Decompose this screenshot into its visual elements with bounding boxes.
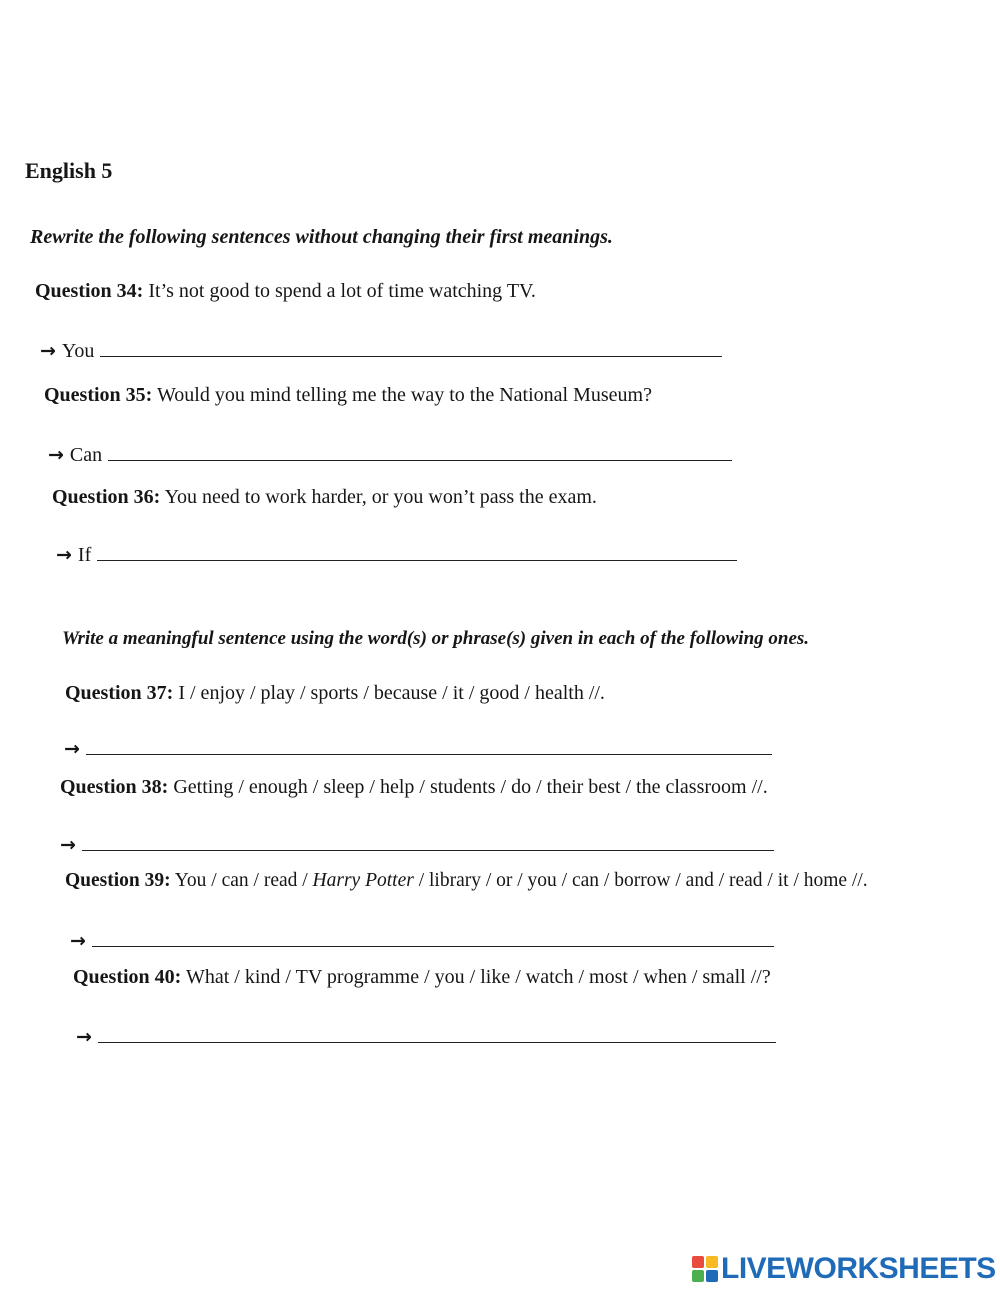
answer-40 xyxy=(76,1020,776,1048)
question-label: Question 36: xyxy=(52,486,161,508)
logo-square xyxy=(692,1256,704,1268)
answer-34-blank[interactable] xyxy=(100,334,722,357)
question-35 xyxy=(44,384,652,407)
question-label: Question 35: xyxy=(44,384,153,406)
answer-36-blank[interactable] xyxy=(97,538,737,561)
question-37 xyxy=(65,682,605,705)
question-label: Question 39: xyxy=(65,870,171,891)
answer-38-blank[interactable] xyxy=(82,828,774,851)
arrow-right-icon: → xyxy=(40,340,56,362)
arrow-right-icon: → xyxy=(56,544,72,566)
question-text: Getting / enough / sleep / help / students / do / their best / the classroom //. xyxy=(173,776,768,798)
question-text: It’s not good to spend a lot of time watching TV. xyxy=(148,280,536,302)
question-label: Question 38: xyxy=(60,776,169,798)
brand-name: LIVEWORKSHEETS xyxy=(721,1252,996,1285)
question-label: Question 37: xyxy=(65,682,174,704)
question-38 xyxy=(60,776,768,799)
answer-prefix: Can xyxy=(69,444,103,466)
liveworksheets-logo-icon xyxy=(692,1256,718,1282)
section2-instruction: Write a meaningful sentence using the word(s) or phrase(s) given in each of the following ones. xyxy=(62,628,810,649)
question-34 xyxy=(35,280,536,303)
answer-35 xyxy=(48,438,732,467)
answer-37-blank[interactable] xyxy=(86,732,772,755)
answer-37 xyxy=(64,732,772,760)
question-label: Question 34: xyxy=(35,280,144,302)
question-text-part: You / can / read / xyxy=(174,870,313,891)
answer-39 xyxy=(70,924,774,952)
question-label: Question 40: xyxy=(73,966,182,988)
logo-square xyxy=(706,1270,718,1282)
answer-36 xyxy=(56,538,737,567)
section1-instruction: Rewrite the following sentences without changing their first meanings. xyxy=(30,226,613,248)
arrow-right-icon: → xyxy=(48,444,64,466)
page-title: English 5 xyxy=(25,158,113,183)
answer-39-blank[interactable] xyxy=(92,924,774,947)
answer-34 xyxy=(40,334,722,363)
question-text: What / kind / TV programme / you / like / watch / most / when / small //? xyxy=(185,966,771,988)
answer-35-blank[interactable] xyxy=(108,438,732,461)
answer-40-blank[interactable] xyxy=(98,1020,776,1043)
answer-38 xyxy=(60,828,774,856)
arrow-right-icon: → xyxy=(70,930,86,952)
answer-prefix: If xyxy=(77,544,92,566)
logo-square xyxy=(692,1270,704,1282)
question-text-part: / library / or / you / can / borrow / and / read / it / home //. xyxy=(413,870,868,891)
liveworksheets-logo xyxy=(692,1252,996,1286)
arrow-right-icon: → xyxy=(76,1026,92,1048)
logo-square xyxy=(706,1256,718,1268)
book-title: Harry Potter xyxy=(312,870,414,891)
question-text: You need to work harder, or you won’t pass the exam. xyxy=(164,486,597,508)
question-36 xyxy=(52,486,597,509)
question-text: I / enjoy / play / sports / because / it / good / health //. xyxy=(178,682,605,704)
question-text: Would you mind telling me the way to the National Museum? xyxy=(156,384,652,406)
answer-prefix: You xyxy=(61,340,95,362)
arrow-right-icon: → xyxy=(64,738,80,760)
arrow-right-icon: → xyxy=(60,834,76,856)
question-39 xyxy=(65,870,868,892)
question-40 xyxy=(73,966,771,989)
